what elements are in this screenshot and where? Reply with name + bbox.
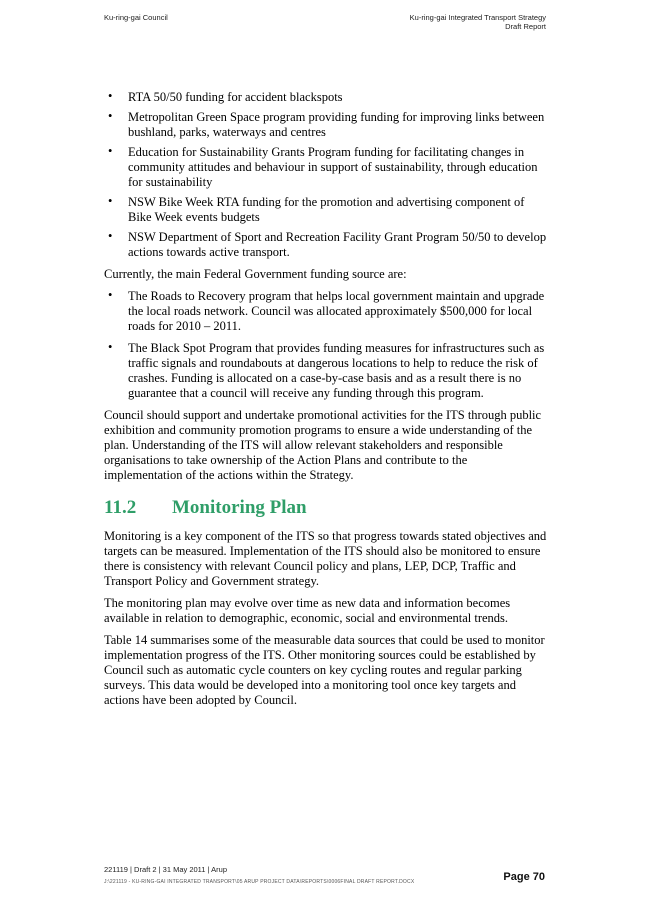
list-item (104, 195, 548, 225)
bullet-icon: • (108, 229, 113, 243)
federal-funding-intro: Currently, the main Federal Government funding source are: (104, 267, 407, 281)
list-item (104, 110, 548, 140)
document-body (104, 90, 548, 715)
list-item (104, 145, 548, 190)
header-left-text: Ku-ring-gai Council (104, 13, 168, 22)
section-heading (104, 497, 548, 519)
monitoring-paragraph-1: Monitoring is a key component of the ITS so that progress towards stated objectives and targets can be measured. Implementation of the ITS should also be monitored to ensure there is consistency with relevant Council policy and plans, LEP, DCP, Traffic and Transport Policy and Government strategy. (104, 529, 547, 588)
page-number: Page 70 (503, 871, 545, 883)
promotion-paragraph: Council should support and undertake promotional activities for the ITS through public exhibition and community promotion programs to ensure a wide understanding of the plan. Understanding of the ITS will allow relevant stakeholders and responsible organisations to take ownership of the Action Plans and contribute to the implementation of the actions within the Strategy. (104, 408, 542, 482)
bullet-text: NSW Bike Week RTA funding for the promotion and advertising component of Bike Week events budgets (128, 195, 525, 224)
bullet-icon: • (108, 89, 113, 103)
header-report-title: Ku-ring-gai Integrated Transport Strategy (409, 13, 546, 22)
section-number: 11.2 (104, 497, 137, 518)
bullet-text: The Black Spot Program that provides funding measures for infrastructures such as traffic signals and roundabouts at dangerous locations to help to reduce the risk of crashes. Funding is allocated on a case-by-case basis and as a result there is no guarantee that a council will receive any funding through this program. (128, 341, 545, 400)
monitoring-paragraph-3: Table 14 summarises some of the measurable data sources that could be used to monitor implementation progress of the ITS. Other monitoring sources could be established by Council such as automatic cycle counters on key cycling routes and regular parking surveys. This data would be developed into a monitoring tool once key targets and actions have been adopted by Council. (104, 633, 545, 707)
bullet-icon: • (108, 194, 113, 208)
list-item (104, 341, 548, 401)
bullet-text: The Roads to Recovery program that helps local government maintain and upgrade the local roads network. Council was allocated approximately $500,000 for local roads for 2010 – 2011. (128, 289, 545, 333)
list-item (104, 90, 548, 105)
bullet-text: RTA 50/50 funding for accident blackspots (128, 90, 343, 104)
list-item (104, 289, 548, 334)
bullet-icon: • (108, 288, 113, 302)
state-funding-list (104, 90, 548, 260)
list-item (104, 230, 548, 260)
section-title: Monitoring Plan (172, 497, 307, 518)
bullet-text: NSW Department of Sport and Recreation Facility Grant Program 50/50 to develop actions towards active transport. (128, 230, 547, 259)
bullet-icon: • (108, 340, 113, 354)
bullet-icon: • (108, 109, 113, 123)
bullet-icon: • (108, 144, 113, 158)
footer-document-info: 221119 | Draft 2 | 31 May 2011 | Arup (104, 865, 228, 874)
monitoring-paragraph-2: The monitoring plan may evolve over time as new data and information becomes available in relation to demographic, economic, social and environmental trends. (104, 596, 511, 625)
header-report-subtitle: Draft Report (505, 22, 546, 31)
header-right-block (410, 13, 546, 31)
federal-funding-list (104, 289, 548, 401)
page-header (104, 13, 546, 31)
bullet-text: Metropolitan Green Space program providing funding for improving links between bushland, parks, waterways and centres (128, 110, 545, 139)
footer-file-path: J:\221119 - KU-RING-GAI INTEGRATED TRANSPORT\05 ARUP PROJECT DATA\REPORTS\0006FINAL DRAFT REPORT.DOCX (104, 879, 415, 885)
bullet-text: Education for Sustainability Grants Program funding for facilitating changes in community attitudes and behaviour in support of sustainability, through education for sustainability (128, 145, 538, 189)
